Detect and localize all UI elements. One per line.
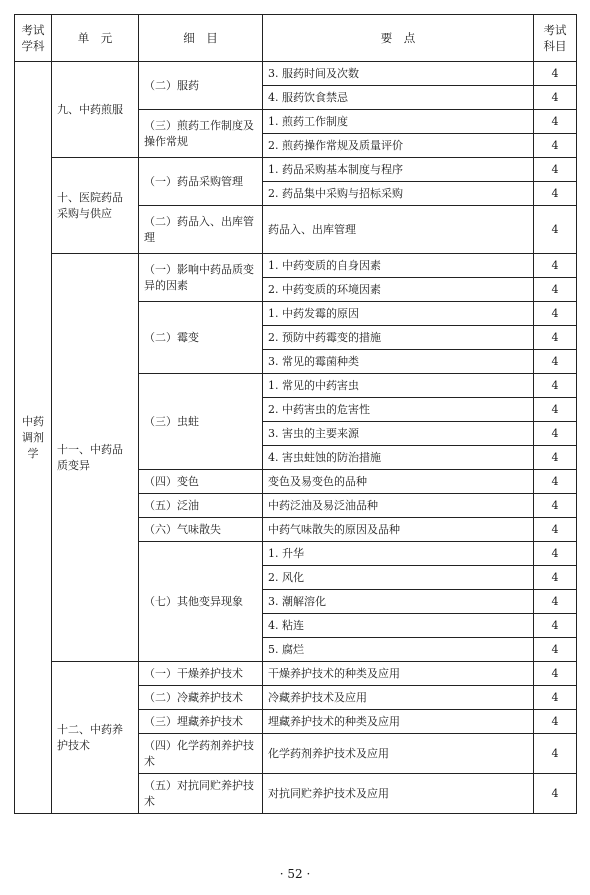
page-number: · 52 · bbox=[279, 867, 311, 881]
table-row bbox=[15, 254, 577, 278]
count-cell: 4 bbox=[534, 302, 577, 326]
count-cell: 4 bbox=[534, 638, 577, 662]
count-cell: 4 bbox=[534, 542, 577, 566]
point-cell: 2. 预防中药霉变的措施 bbox=[263, 326, 534, 350]
point-cell: 埋藏养护技术的种类及应用 bbox=[263, 710, 534, 734]
point-cell: 化学药剂养护技术及应用 bbox=[263, 734, 534, 774]
point-cell: 4. 服药饮食禁忌 bbox=[263, 86, 534, 110]
detail-cell: （三）虫蛀 bbox=[139, 374, 263, 470]
unit-cell: 九、中药煎服 bbox=[52, 62, 139, 158]
count-cell: 4 bbox=[534, 470, 577, 494]
point-cell: 3. 害虫的主要来源 bbox=[263, 422, 534, 446]
count-cell: 4 bbox=[534, 86, 577, 110]
syllabus-table bbox=[14, 14, 577, 814]
count-cell: 4 bbox=[534, 446, 577, 470]
detail-cell: （五）对抗同贮养护技术 bbox=[139, 774, 263, 814]
point-cell: 3. 潮解溶化 bbox=[263, 590, 534, 614]
detail-cell: （二）药品入、出库管理 bbox=[139, 206, 263, 254]
count-cell: 4 bbox=[534, 278, 577, 302]
count-cell: 4 bbox=[534, 662, 577, 686]
point-cell: 干燥养护技术的种类及应用 bbox=[263, 662, 534, 686]
count-cell: 4 bbox=[534, 590, 577, 614]
count-cell: 4 bbox=[534, 182, 577, 206]
unit-cell: 十一、中药品质变异 bbox=[52, 254, 139, 662]
header-count: 考试科目 bbox=[534, 15, 577, 62]
count-cell: 4 bbox=[534, 774, 577, 814]
point-cell: 1. 常见的中药害虫 bbox=[263, 374, 534, 398]
unit-cell: 十、医院药品采购与供应 bbox=[52, 158, 139, 254]
point-cell: 1. 中药变质的自身因素 bbox=[263, 254, 534, 278]
count-cell: 4 bbox=[534, 686, 577, 710]
count-cell: 4 bbox=[534, 374, 577, 398]
point-cell: 5. 腐烂 bbox=[263, 638, 534, 662]
count-cell: 4 bbox=[534, 494, 577, 518]
point-cell: 1. 升华 bbox=[263, 542, 534, 566]
count-cell: 4 bbox=[534, 614, 577, 638]
detail-cell: （二）霉变 bbox=[139, 302, 263, 374]
count-cell: 4 bbox=[534, 134, 577, 158]
point-cell: 对抗同贮养护技术及应用 bbox=[263, 774, 534, 814]
detail-cell: （一）药品采购管理 bbox=[139, 158, 263, 206]
header-subject: 考试学科 bbox=[15, 15, 52, 62]
point-cell: 药品入、出库管理 bbox=[263, 206, 534, 254]
detail-cell: （六）气味散失 bbox=[139, 518, 263, 542]
count-cell: 4 bbox=[534, 350, 577, 374]
count-cell: 4 bbox=[534, 566, 577, 590]
count-cell: 4 bbox=[534, 158, 577, 182]
count-cell: 4 bbox=[534, 422, 577, 446]
detail-cell: （一）干燥养护技术 bbox=[139, 662, 263, 686]
count-cell: 4 bbox=[534, 110, 577, 134]
header-detail: 细 目 bbox=[139, 15, 263, 62]
detail-cell: （二）冷藏养护技术 bbox=[139, 686, 263, 710]
detail-cell: （二）服药 bbox=[139, 62, 263, 110]
header-point: 要 点 bbox=[263, 15, 534, 62]
detail-cell: （一）影响中药品质变异的因素 bbox=[139, 254, 263, 302]
table-row bbox=[15, 62, 577, 86]
point-cell: 2. 中药害虫的危害性 bbox=[263, 398, 534, 422]
point-cell: 4. 害虫蛀蚀的防治措施 bbox=[263, 446, 534, 470]
count-cell: 4 bbox=[534, 326, 577, 350]
detail-cell: （四）变色 bbox=[139, 470, 263, 494]
point-cell: 2. 风化 bbox=[263, 566, 534, 590]
detail-cell: （七）其他变异现象 bbox=[139, 542, 263, 662]
point-cell: 1. 中药发霉的原因 bbox=[263, 302, 534, 326]
point-cell: 3. 常见的霉菌种类 bbox=[263, 350, 534, 374]
point-cell: 3. 服药时间及次数 bbox=[263, 62, 534, 86]
detail-cell: （五）泛油 bbox=[139, 494, 263, 518]
subject-cell: 中药调剂学 bbox=[15, 62, 52, 814]
point-cell: 冷藏养护技术及应用 bbox=[263, 686, 534, 710]
count-cell: 4 bbox=[534, 518, 577, 542]
table-header-row bbox=[15, 15, 577, 62]
detail-cell: （三）煎药工作制度及操作常规 bbox=[139, 110, 263, 158]
point-cell: 4. 粘连 bbox=[263, 614, 534, 638]
point-cell: 1. 药品采购基本制度与程序 bbox=[263, 158, 534, 182]
count-cell: 4 bbox=[534, 710, 577, 734]
point-cell: 2. 药品集中采购与招标采购 bbox=[263, 182, 534, 206]
count-cell: 4 bbox=[534, 734, 577, 774]
table-row bbox=[15, 662, 577, 686]
header-unit: 单 元 bbox=[52, 15, 139, 62]
point-cell: 中药气味散失的原因及品种 bbox=[263, 518, 534, 542]
detail-cell: （三）埋藏养护技术 bbox=[139, 710, 263, 734]
point-cell: 2. 煎药操作常规及质量评价 bbox=[263, 134, 534, 158]
detail-cell: （四）化学药剂养护技术 bbox=[139, 734, 263, 774]
point-cell: 中药泛油及易泛油品种 bbox=[263, 494, 534, 518]
count-cell: 4 bbox=[534, 62, 577, 86]
point-cell: 变色及易变色的品种 bbox=[263, 470, 534, 494]
table-row bbox=[15, 158, 577, 182]
count-cell: 4 bbox=[534, 398, 577, 422]
unit-cell: 十二、中药养护技术 bbox=[52, 662, 139, 814]
point-cell: 2. 中药变质的环境因素 bbox=[263, 278, 534, 302]
point-cell: 1. 煎药工作制度 bbox=[263, 110, 534, 134]
count-cell: 4 bbox=[534, 206, 577, 254]
count-cell: 4 bbox=[534, 254, 577, 278]
